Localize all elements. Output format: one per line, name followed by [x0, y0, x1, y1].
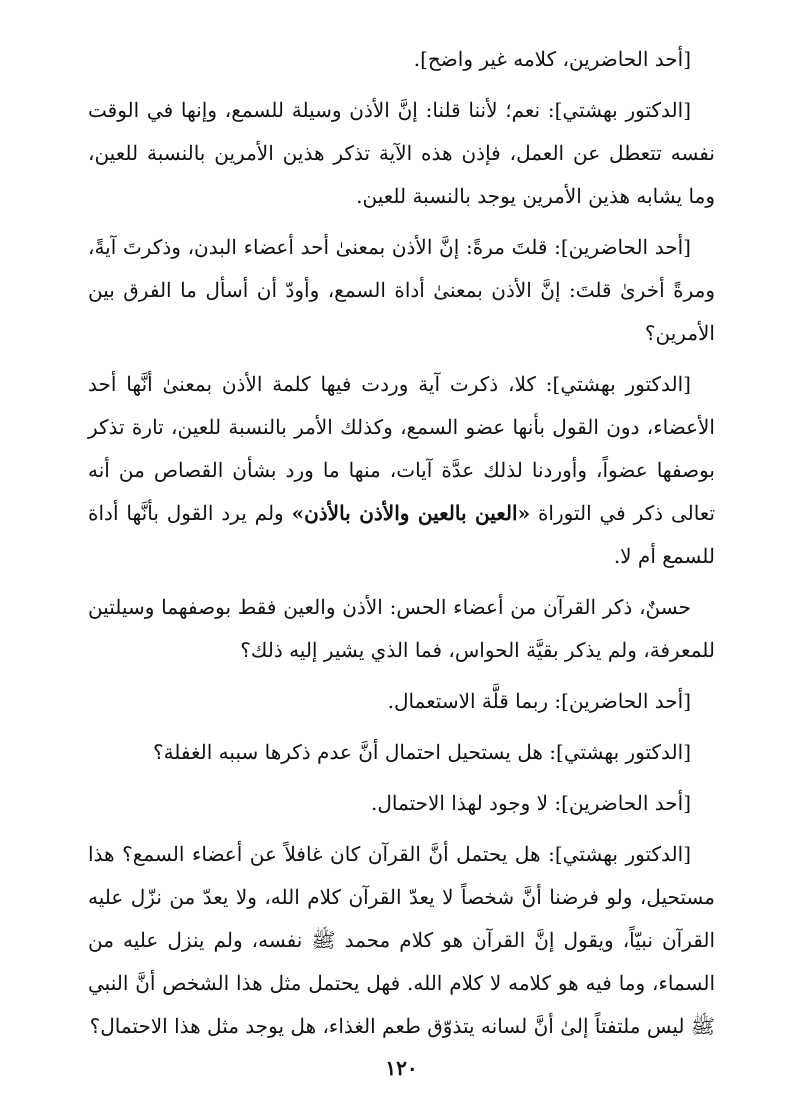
- paragraph-4-text-after: ولم يرد القول بأنَّها أداة للسمع أم لا.: [88, 501, 715, 568]
- paragraph-4: [88, 363, 715, 578]
- paragraph-1: [أحد الحاضرين، كلامه غير واضح].: [413, 47, 691, 71]
- paragraph-5: حسنٌ، ذكر القرآن من أعضاء الحس: الأذن والعين فقط بوصفهما وسيلتين للمعرفة، ولم يذكر بقيَّة الحواس، فما الذي يشير إليه ذلك؟: [88, 595, 715, 662]
- paragraph-6: [أحد الحاضرين]: ربما قلَّة الاستعمال.: [387, 689, 691, 713]
- torah-quote: «العين بالعين والأذن بالأذن»: [291, 501, 531, 525]
- page-number: ١٢٠: [385, 1056, 418, 1080]
- paragraph-8: [أحد الحاضرين]: لا وجود لهذا الاحتمال.: [371, 791, 691, 815]
- paragraph-4-text-before: [الدكتور بهشتي]: كلا، ذكرت آية وردت فيها كلمة الأذن بمعنىٰ أنَّها أحد الأعضاء، دون القول بأنها عضو السمع، وكذلك الأمر بالنسبة للعين، تارة تذكر بوصفها عضواً، وأوردنا لذلك عدَّة آيات، منها ما ورد بشأن القصاص من أنه تعالى ذكر في التوراة: [88, 372, 716, 525]
- paragraph-9: [الدكتور بهشتي]: هل يحتمل أنَّ القرآن كان غافلاً عن أعضاء السمع؟ هذا مستحيل، ولو فرضنا أنَّ شخصاً لا يعدّ القرآن كلام الله، ولا يعدّ من نزّل عليه القرآن نبيّاً، ويقول إنَّ القرآن هو كلام محمد ﷺ نفسه، ولم ينزل عليه من السماء، وما فيه هو كلامه لا كلام الله. فهل يحتمل مثل هذا الشخص أنَّ النبي ﷺ ليس ملتفتاً إلىٰ أنَّ لسانه يتذوّق طعم الغذاء، هل يوجد مثل هذا الاحتمال؟: [88, 842, 715, 1038]
- paragraph-7: [الدكتور بهشتي]: هل يستحيل احتمال أنَّ عدم ذكرها سببه الغفلة؟: [152, 740, 691, 764]
- paragraph-3: [أحد الحاضرين]: قلتَ مرةً: إنَّ الأذن بمعنىٰ أحد أعضاء البدن، وذكرتَ آيةً، ومرةً أخرىٰ قلتَ: إنَّ الأذن بمعنىٰ أداة السمع، وأودّ أن أسأل ما الفرق بين الأمرين؟: [88, 235, 715, 345]
- paragraph-2: [الدكتور بهشتي]: نعم؛ لأننا قلنا: إنَّ الأذن وسيلة للسمع، وإنها في الوقت نفسه تتعطل عن العمل، فإذن هذه الآية تذكر هذين الأمرين بالنسبة للعين، وما يشابه هذين الأمرين يوجد بالنسبة للعين.: [88, 98, 715, 208]
